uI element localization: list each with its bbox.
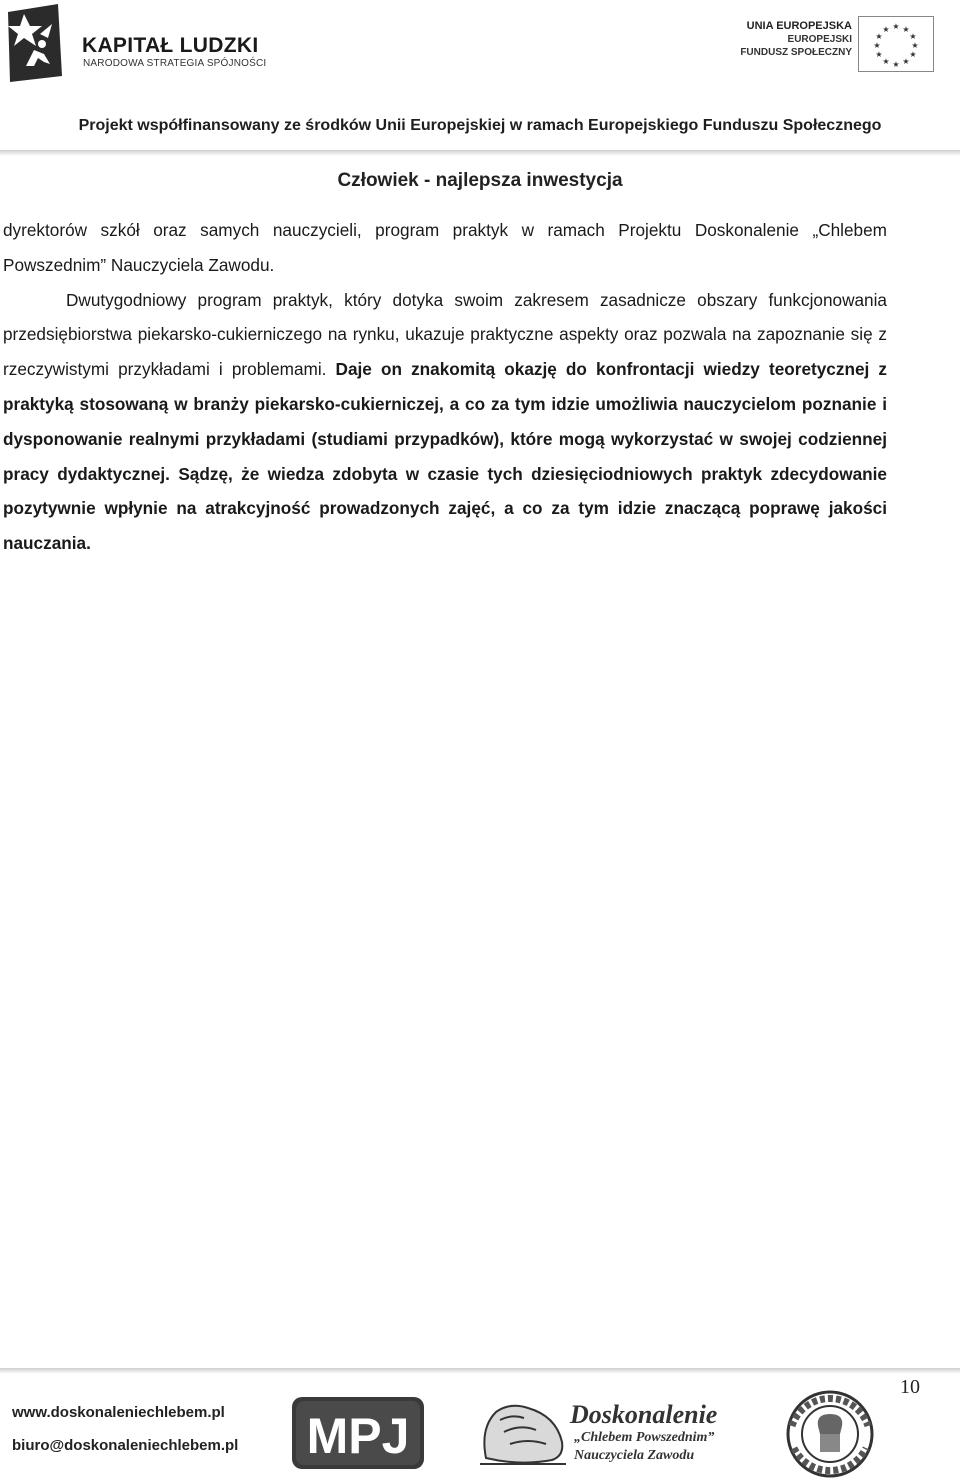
svg-text:★: ★ bbox=[882, 57, 890, 66]
doskonalenie-line3: Nauczyciela Zawodu bbox=[574, 1448, 695, 1463]
paragraph-2-bold: Daje on znakomitą okazję do konfrontacji wiedzy teoretycznej z praktyką stosowaną w branży piekarsko-cukierniczej, a co za tym idzie umożliwia nauczycielom poznanie i dysponowanie realnymi przykładami (studiami przypadków), które mogą wykorzystać w swojej codziennej pracy dydaktycznej. Sądzę, że wiedza zdobyta w czasie tych dziesięciodniowych praktyk zdecydowanie pozytywnie wpłynie na atrakcyjność prowadzonych zajęć, a co za tym idzie znaczącą poprawę jakości nauczania. bbox=[3, 359, 887, 554]
slogan: Człowiek - najlepsza inwestycja bbox=[337, 170, 623, 191]
svg-text:★: ★ bbox=[875, 32, 883, 41]
paragraph-2 bbox=[3, 283, 887, 561]
project-cofinancing-line: Projekt współfinansowany ze środków Unii Europejskiej w ramach Europejskiego Funduszu Społecznego bbox=[78, 117, 882, 134]
kapital-ludzki-title: KAPITAŁ LUDZKI bbox=[82, 34, 259, 57]
svg-text:★: ★ bbox=[902, 25, 910, 34]
svg-text:★: ★ bbox=[902, 57, 910, 66]
eu-line1: UNIA EUROPEJSKA bbox=[746, 20, 852, 32]
header-divider bbox=[0, 150, 960, 156]
svg-text:★: ★ bbox=[892, 60, 900, 69]
website-link[interactable]: www.doskonaleniechlebem.pl bbox=[12, 1404, 225, 1421]
doskonalenie-line1: Doskonalenie bbox=[570, 1400, 718, 1429]
footer-divider bbox=[0, 1368, 960, 1374]
document-body bbox=[3, 213, 887, 561]
bread-icon bbox=[476, 1398, 570, 1468]
doskonalenie-logo-text bbox=[570, 1401, 717, 1465]
kapital-ludzki-logo bbox=[4, 4, 274, 82]
svg-text:★: ★ bbox=[873, 41, 881, 50]
eu-line2: EUROPEJSKI bbox=[787, 34, 852, 45]
email-link[interactable]: biuro@doskonaleniechlebem.pl bbox=[12, 1437, 239, 1454]
svg-text:★: ★ bbox=[882, 25, 890, 34]
stowarzyszenie-kucharzy-seal-icon bbox=[778, 1386, 882, 1478]
mpj-logo-text: MPJ bbox=[306, 1408, 410, 1464]
eu-logo bbox=[724, 14, 934, 72]
paragraph-1: dyrektorów szkół oraz samych nauczycieli, program praktyk w ramach Projektu Doskonalenie „Chlebem Powszednim” Nauczyciela Zawodu. bbox=[3, 220, 887, 275]
svg-text:★: ★ bbox=[911, 41, 919, 50]
page-number: 10 bbox=[900, 1376, 920, 1398]
mpj-logo bbox=[290, 1395, 426, 1471]
svg-text:★: ★ bbox=[909, 32, 917, 41]
eu-logo-text bbox=[740, 20, 852, 59]
svg-text:★: ★ bbox=[875, 50, 883, 59]
kapital-ludzki-subtitle: NARODOWA STRATEGIA SPÓJNOŚCI bbox=[83, 58, 267, 69]
paragraph-2-regular: Dwutygodniowy program praktyk, który dotyka swoim zakresem zasadnicze obszary funkcjonowania przedsiębiorstwa piekarsko-cukierniczego na rynku, ukazuje praktyczne aspekty oraz pozwala na zapoznanie się z rzeczywistymi przykładami i problemami. bbox=[3, 289, 887, 380]
eu-line3: FUNDUSZ SPOŁECZNY bbox=[740, 47, 852, 58]
svg-text:★: ★ bbox=[909, 50, 917, 59]
kapital-ludzki-emblem-icon bbox=[4, 4, 66, 82]
eu-flag-icon bbox=[858, 16, 934, 72]
doskonalenie-line2: „Chlebem Powszednim” bbox=[574, 1430, 715, 1445]
svg-text:★: ★ bbox=[892, 22, 900, 31]
